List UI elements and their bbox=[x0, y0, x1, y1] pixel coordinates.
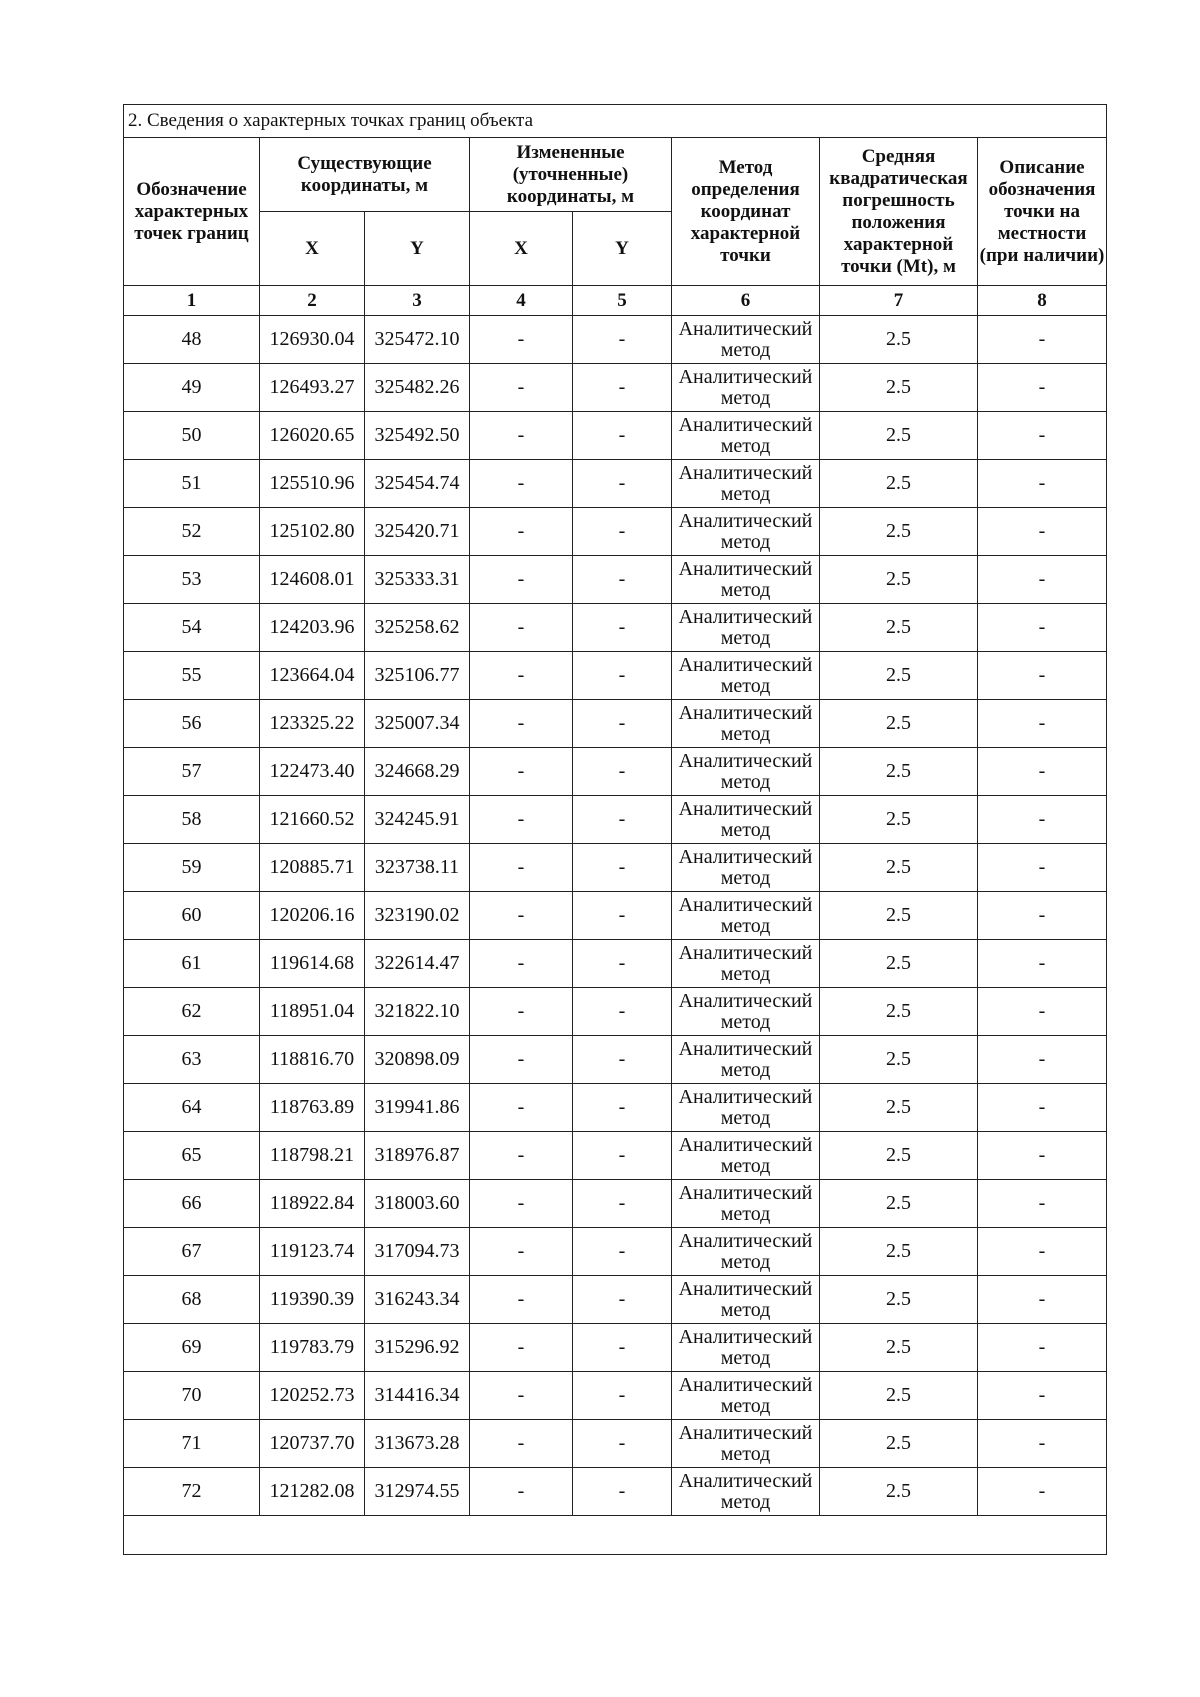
existing-x-cell: 119123.74 bbox=[260, 1228, 365, 1276]
table-row bbox=[124, 508, 1107, 556]
existing-x-cell: 119390.39 bbox=[260, 1276, 365, 1324]
existing-y-cell: 325333.31 bbox=[365, 556, 470, 604]
existing-x-cell: 118798.21 bbox=[260, 1132, 365, 1180]
changed-y-cell: - bbox=[573, 412, 672, 460]
method-cell: Аналитический метод bbox=[672, 988, 820, 1036]
existing-y-cell: 324245.91 bbox=[365, 796, 470, 844]
existing-y-cell: 314416.34 bbox=[365, 1372, 470, 1420]
existing-y-cell: 325472.10 bbox=[365, 316, 470, 364]
point-number-cell: 53 bbox=[124, 556, 260, 604]
method-cell: Аналитический метод bbox=[672, 796, 820, 844]
header-existing-x: X bbox=[260, 212, 365, 286]
changed-x-cell: - bbox=[470, 1228, 573, 1276]
method-cell: Аналитический метод bbox=[672, 1324, 820, 1372]
point-number-cell: 56 bbox=[124, 700, 260, 748]
description-cell: - bbox=[978, 748, 1107, 796]
changed-x-cell: - bbox=[470, 1324, 573, 1372]
table-row bbox=[124, 1324, 1107, 1372]
description-cell: - bbox=[978, 1420, 1107, 1468]
existing-y-cell: 324668.29 bbox=[365, 748, 470, 796]
method-cell: Аналитический метод bbox=[672, 364, 820, 412]
table-row bbox=[124, 364, 1107, 412]
description-cell: - bbox=[978, 700, 1107, 748]
point-number-cell: 68 bbox=[124, 1276, 260, 1324]
changed-x-cell: - bbox=[470, 892, 573, 940]
description-cell: - bbox=[978, 1180, 1107, 1228]
header-changed-coordinates: Измененные (уточненные) координаты, м bbox=[470, 138, 672, 212]
existing-y-cell: 320898.09 bbox=[365, 1036, 470, 1084]
point-number-cell: 69 bbox=[124, 1324, 260, 1372]
mean-error-cell: 2.5 bbox=[820, 364, 978, 412]
method-cell: Аналитический метод bbox=[672, 508, 820, 556]
existing-x-cell: 122473.40 bbox=[260, 748, 365, 796]
mean-error-cell: 2.5 bbox=[820, 1180, 978, 1228]
mean-error-cell: 2.5 bbox=[820, 652, 978, 700]
empty-footer-cell bbox=[124, 1516, 1107, 1555]
existing-x-cell: 118922.84 bbox=[260, 1180, 365, 1228]
changed-x-cell: - bbox=[470, 1276, 573, 1324]
point-number-cell: 61 bbox=[124, 940, 260, 988]
changed-x-cell: - bbox=[470, 556, 573, 604]
description-cell: - bbox=[978, 604, 1107, 652]
table-row bbox=[124, 796, 1107, 844]
point-number-cell: 70 bbox=[124, 1372, 260, 1420]
document-sheet bbox=[123, 104, 1106, 1555]
changed-x-cell: - bbox=[470, 364, 573, 412]
changed-y-cell: - bbox=[573, 796, 672, 844]
table-row bbox=[124, 1228, 1107, 1276]
existing-x-cell: 121660.52 bbox=[260, 796, 365, 844]
method-cell: Аналитический метод bbox=[672, 1276, 820, 1324]
mean-error-cell: 2.5 bbox=[820, 1372, 978, 1420]
existing-y-cell: 322614.47 bbox=[365, 940, 470, 988]
description-cell: - bbox=[978, 1132, 1107, 1180]
header-existing-y: Y bbox=[365, 212, 470, 286]
existing-x-cell: 119614.68 bbox=[260, 940, 365, 988]
mean-error-cell: 2.5 bbox=[820, 1324, 978, 1372]
changed-y-cell: - bbox=[573, 460, 672, 508]
existing-x-cell: 121282.08 bbox=[260, 1468, 365, 1516]
changed-x-cell: - bbox=[470, 1132, 573, 1180]
mean-error-cell: 2.5 bbox=[820, 700, 978, 748]
existing-y-cell: 325258.62 bbox=[365, 604, 470, 652]
point-number-cell: 63 bbox=[124, 1036, 260, 1084]
column-number: 8 bbox=[978, 286, 1107, 316]
method-cell: Аналитический метод bbox=[672, 460, 820, 508]
description-cell: - bbox=[978, 1324, 1107, 1372]
existing-y-cell: 323190.02 bbox=[365, 892, 470, 940]
changed-x-cell: - bbox=[470, 1468, 573, 1516]
method-cell: Аналитический метод bbox=[672, 1180, 820, 1228]
existing-x-cell: 125102.80 bbox=[260, 508, 365, 556]
method-cell: Аналитический метод bbox=[672, 892, 820, 940]
changed-x-cell: - bbox=[470, 940, 573, 988]
existing-y-cell: 318976.87 bbox=[365, 1132, 470, 1180]
existing-y-cell: 316243.34 bbox=[365, 1276, 470, 1324]
description-cell: - bbox=[978, 1468, 1107, 1516]
existing-y-cell: 325420.71 bbox=[365, 508, 470, 556]
mean-error-cell: 2.5 bbox=[820, 460, 978, 508]
existing-y-cell: 325492.50 bbox=[365, 412, 470, 460]
existing-y-cell: 323738.11 bbox=[365, 844, 470, 892]
description-cell: - bbox=[978, 1084, 1107, 1132]
method-cell: Аналитический метод bbox=[672, 556, 820, 604]
description-cell: - bbox=[978, 556, 1107, 604]
mean-error-cell: 2.5 bbox=[820, 1036, 978, 1084]
description-cell: - bbox=[978, 940, 1107, 988]
header-changed-x: X bbox=[470, 212, 573, 286]
column-number: 4 bbox=[470, 286, 573, 316]
mean-error-cell: 2.5 bbox=[820, 508, 978, 556]
description-cell: - bbox=[978, 796, 1107, 844]
mean-error-cell: 2.5 bbox=[820, 1228, 978, 1276]
method-cell: Аналитический метод bbox=[672, 604, 820, 652]
method-cell: Аналитический метод bbox=[672, 748, 820, 796]
existing-x-cell: 118763.89 bbox=[260, 1084, 365, 1132]
description-cell: - bbox=[978, 364, 1107, 412]
changed-y-cell: - bbox=[573, 1324, 672, 1372]
changed-y-cell: - bbox=[573, 1132, 672, 1180]
point-number-cell: 54 bbox=[124, 604, 260, 652]
table-row bbox=[124, 1276, 1107, 1324]
existing-x-cell: 126493.27 bbox=[260, 364, 365, 412]
changed-x-cell: - bbox=[470, 604, 573, 652]
changed-y-cell: - bbox=[573, 988, 672, 1036]
table-row bbox=[124, 892, 1107, 940]
changed-x-cell: - bbox=[470, 796, 573, 844]
point-number-cell: 67 bbox=[124, 1228, 260, 1276]
existing-y-cell: 312974.55 bbox=[365, 1468, 470, 1516]
table-row bbox=[124, 1468, 1107, 1516]
existing-x-cell: 126930.04 bbox=[260, 316, 365, 364]
changed-x-cell: - bbox=[470, 748, 573, 796]
changed-x-cell: - bbox=[470, 460, 573, 508]
method-cell: Аналитический метод bbox=[672, 316, 820, 364]
point-number-cell: 58 bbox=[124, 796, 260, 844]
table-row bbox=[124, 1084, 1107, 1132]
mean-error-cell: 2.5 bbox=[820, 316, 978, 364]
table-row bbox=[124, 1180, 1107, 1228]
existing-y-cell: 313673.28 bbox=[365, 1420, 470, 1468]
mean-error-cell: 2.5 bbox=[820, 988, 978, 1036]
existing-x-cell: 124203.96 bbox=[260, 604, 365, 652]
description-cell: - bbox=[978, 844, 1107, 892]
point-number-cell: 72 bbox=[124, 1468, 260, 1516]
table-row bbox=[124, 940, 1107, 988]
changed-x-cell: - bbox=[470, 700, 573, 748]
existing-x-cell: 119783.79 bbox=[260, 1324, 365, 1372]
changed-x-cell: - bbox=[470, 1372, 573, 1420]
mean-error-cell: 2.5 bbox=[820, 1084, 978, 1132]
existing-y-cell: 325482.26 bbox=[365, 364, 470, 412]
existing-x-cell: 125510.96 bbox=[260, 460, 365, 508]
empty-footer-row bbox=[124, 1516, 1107, 1555]
existing-y-cell: 321822.10 bbox=[365, 988, 470, 1036]
mean-error-cell: 2.5 bbox=[820, 1132, 978, 1180]
point-number-cell: 59 bbox=[124, 844, 260, 892]
mean-error-cell: 2.5 bbox=[820, 796, 978, 844]
point-number-cell: 57 bbox=[124, 748, 260, 796]
changed-y-cell: - bbox=[573, 364, 672, 412]
changed-y-cell: - bbox=[573, 1036, 672, 1084]
method-cell: Аналитический метод bbox=[672, 1036, 820, 1084]
changed-y-cell: - bbox=[573, 604, 672, 652]
existing-y-cell: 325007.34 bbox=[365, 700, 470, 748]
changed-x-cell: - bbox=[470, 508, 573, 556]
changed-y-cell: - bbox=[573, 844, 672, 892]
point-number-cell: 65 bbox=[124, 1132, 260, 1180]
column-number: 1 bbox=[124, 286, 260, 316]
existing-x-cell: 126020.65 bbox=[260, 412, 365, 460]
mean-error-cell: 2.5 bbox=[820, 748, 978, 796]
existing-y-cell: 325106.77 bbox=[365, 652, 470, 700]
changed-x-cell: - bbox=[470, 652, 573, 700]
table-row bbox=[124, 1372, 1107, 1420]
table-row bbox=[124, 556, 1107, 604]
mean-error-cell: 2.5 bbox=[820, 844, 978, 892]
section-title: 2. Сведения о характерных точках границ объекта bbox=[124, 105, 1107, 138]
table-row bbox=[124, 1132, 1107, 1180]
mean-error-cell: 2.5 bbox=[820, 556, 978, 604]
header-description: Описание обозначения точки на местности (при наличии) bbox=[978, 138, 1107, 286]
changed-x-cell: - bbox=[470, 1420, 573, 1468]
description-cell: - bbox=[978, 1276, 1107, 1324]
changed-x-cell: - bbox=[470, 316, 573, 364]
boundary-points-table bbox=[123, 104, 1107, 1555]
changed-y-cell: - bbox=[573, 1420, 672, 1468]
header-existing-coordinates: Существующие координаты, м bbox=[260, 138, 470, 212]
existing-x-cell: 120885.71 bbox=[260, 844, 365, 892]
header-mean-error: Средняя квадратическая погрешность положения характерной точки (Mt), м bbox=[820, 138, 978, 286]
description-cell: - bbox=[978, 988, 1107, 1036]
table-row bbox=[124, 412, 1107, 460]
column-number: 2 bbox=[260, 286, 365, 316]
existing-y-cell: 319941.86 bbox=[365, 1084, 470, 1132]
mean-error-cell: 2.5 bbox=[820, 892, 978, 940]
point-number-cell: 52 bbox=[124, 508, 260, 556]
changed-x-cell: - bbox=[470, 1084, 573, 1132]
changed-x-cell: - bbox=[470, 1036, 573, 1084]
header-changed-y: Y bbox=[573, 212, 672, 286]
description-cell: - bbox=[978, 412, 1107, 460]
mean-error-cell: 2.5 bbox=[820, 1468, 978, 1516]
description-cell: - bbox=[978, 508, 1107, 556]
existing-x-cell: 120737.70 bbox=[260, 1420, 365, 1468]
point-number-cell: 64 bbox=[124, 1084, 260, 1132]
changed-y-cell: - bbox=[573, 556, 672, 604]
changed-y-cell: - bbox=[573, 1228, 672, 1276]
existing-y-cell: 317094.73 bbox=[365, 1228, 470, 1276]
existing-y-cell: 318003.60 bbox=[365, 1180, 470, 1228]
method-cell: Аналитический метод bbox=[672, 1468, 820, 1516]
method-cell: Аналитический метод bbox=[672, 652, 820, 700]
description-cell: - bbox=[978, 1372, 1107, 1420]
changed-x-cell: - bbox=[470, 412, 573, 460]
point-number-cell: 51 bbox=[124, 460, 260, 508]
header-point-designation: Обозначение характерных точек границ bbox=[124, 138, 260, 286]
point-number-cell: 60 bbox=[124, 892, 260, 940]
existing-x-cell: 118816.70 bbox=[260, 1036, 365, 1084]
changed-x-cell: - bbox=[470, 844, 573, 892]
table-row bbox=[124, 700, 1107, 748]
table-body bbox=[124, 316, 1107, 1516]
mean-error-cell: 2.5 bbox=[820, 940, 978, 988]
point-number-cell: 48 bbox=[124, 316, 260, 364]
changed-y-cell: - bbox=[573, 940, 672, 988]
method-cell: Аналитический метод bbox=[672, 1084, 820, 1132]
description-cell: - bbox=[978, 1036, 1107, 1084]
method-cell: Аналитический метод bbox=[672, 1372, 820, 1420]
description-cell: - bbox=[978, 460, 1107, 508]
existing-x-cell: 123325.22 bbox=[260, 700, 365, 748]
mean-error-cell: 2.5 bbox=[820, 1420, 978, 1468]
table-row bbox=[124, 604, 1107, 652]
column-number: 3 bbox=[365, 286, 470, 316]
header-method: Метод определения координат характерной точки bbox=[672, 138, 820, 286]
existing-x-cell: 120206.16 bbox=[260, 892, 365, 940]
changed-y-cell: - bbox=[573, 316, 672, 364]
method-cell: Аналитический метод bbox=[672, 844, 820, 892]
existing-x-cell: 118951.04 bbox=[260, 988, 365, 1036]
existing-y-cell: 325454.74 bbox=[365, 460, 470, 508]
mean-error-cell: 2.5 bbox=[820, 1276, 978, 1324]
table-row bbox=[124, 652, 1107, 700]
existing-x-cell: 124608.01 bbox=[260, 556, 365, 604]
changed-y-cell: - bbox=[573, 1084, 672, 1132]
description-cell: - bbox=[978, 892, 1107, 940]
point-number-cell: 71 bbox=[124, 1420, 260, 1468]
table-row bbox=[124, 748, 1107, 796]
method-cell: Аналитический метод bbox=[672, 940, 820, 988]
changed-y-cell: - bbox=[573, 508, 672, 556]
description-cell: - bbox=[978, 652, 1107, 700]
point-number-cell: 55 bbox=[124, 652, 260, 700]
existing-x-cell: 123664.04 bbox=[260, 652, 365, 700]
description-cell: - bbox=[978, 1228, 1107, 1276]
method-cell: Аналитический метод bbox=[672, 1420, 820, 1468]
changed-x-cell: - bbox=[470, 988, 573, 1036]
column-number: 5 bbox=[573, 286, 672, 316]
point-number-cell: 50 bbox=[124, 412, 260, 460]
table-row bbox=[124, 1420, 1107, 1468]
existing-y-cell: 315296.92 bbox=[365, 1324, 470, 1372]
point-number-cell: 62 bbox=[124, 988, 260, 1036]
table-row bbox=[124, 988, 1107, 1036]
changed-y-cell: - bbox=[573, 1276, 672, 1324]
existing-x-cell: 120252.73 bbox=[260, 1372, 365, 1420]
table-row bbox=[124, 460, 1107, 508]
mean-error-cell: 2.5 bbox=[820, 604, 978, 652]
point-number-cell: 66 bbox=[124, 1180, 260, 1228]
mean-error-cell: 2.5 bbox=[820, 412, 978, 460]
method-cell: Аналитический метод bbox=[672, 412, 820, 460]
method-cell: Аналитический метод bbox=[672, 700, 820, 748]
column-number: 7 bbox=[820, 286, 978, 316]
changed-x-cell: - bbox=[470, 1180, 573, 1228]
method-cell: Аналитический метод bbox=[672, 1228, 820, 1276]
column-number: 6 bbox=[672, 286, 820, 316]
changed-y-cell: - bbox=[573, 700, 672, 748]
changed-y-cell: - bbox=[573, 892, 672, 940]
description-cell: - bbox=[978, 316, 1107, 364]
table-row bbox=[124, 1036, 1107, 1084]
changed-y-cell: - bbox=[573, 1180, 672, 1228]
method-cell: Аналитический метод bbox=[672, 1132, 820, 1180]
changed-y-cell: - bbox=[573, 1468, 672, 1516]
changed-y-cell: - bbox=[573, 652, 672, 700]
table-row bbox=[124, 844, 1107, 892]
point-number-cell: 49 bbox=[124, 364, 260, 412]
table-row bbox=[124, 316, 1107, 364]
changed-y-cell: - bbox=[573, 1372, 672, 1420]
changed-y-cell: - bbox=[573, 748, 672, 796]
column-number-row bbox=[124, 286, 1107, 316]
